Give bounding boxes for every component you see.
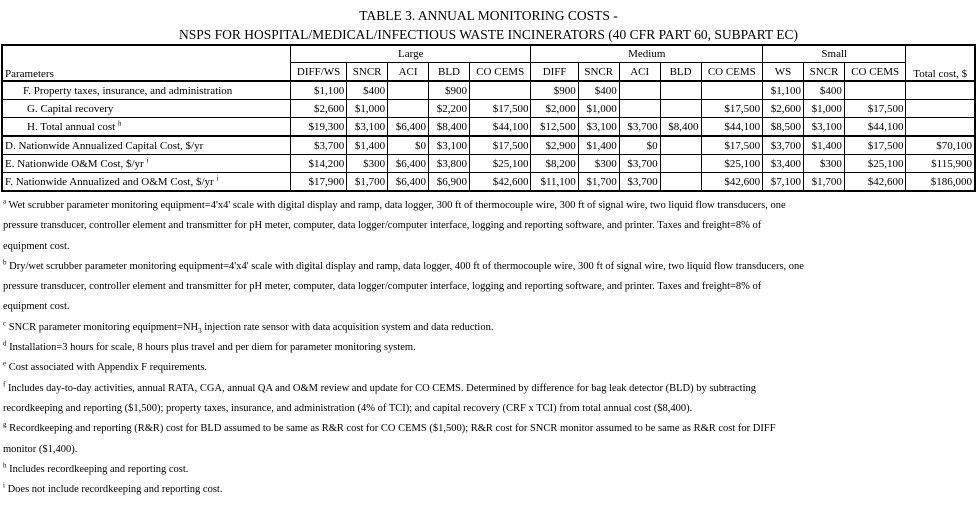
annual-monitoring-costs-table — [1, 44, 976, 192]
table-cell: $8,200 — [531, 155, 578, 173]
table-cell: $900 — [429, 81, 470, 100]
col-small-sncr: SNCR — [804, 63, 845, 82]
table-cell — [660, 100, 701, 118]
col-small-co-cems: CO CEMS — [844, 63, 906, 82]
table-cell: $1,700 — [578, 173, 619, 192]
table-cell: $70,100 — [906, 136, 975, 155]
table-cell: $186,000 — [906, 173, 975, 192]
footnotes — [0, 196, 977, 500]
table-cell: $2,900 — [531, 136, 578, 155]
footnote-f-cont: recordkeeping and reporting ($1,500); property taxes, insurance, and administration (4% of TCI); and capital recovery (CRF x TCI) from total annual cost ($8,400). — [3, 402, 693, 414]
table-row — [2, 155, 975, 173]
table-cell: $300 — [804, 155, 845, 173]
group-header-row — [2, 45, 975, 63]
table-cell: $8,400 — [660, 118, 701, 137]
table-cell — [906, 118, 975, 137]
table-cell: $3,700 — [763, 136, 804, 155]
footnote-a-cont: equipment cost. — [3, 240, 70, 252]
table-cell: $115,900 — [906, 155, 975, 173]
footnote-i: $^i$ Does not include recordkeeping and reporting cost. — [3, 481, 223, 496]
group-small-header: Small — [763, 45, 906, 63]
table-cell: $25,100 — [701, 155, 763, 173]
table-cell: $3,100 — [804, 118, 845, 137]
table-cell: $3,700 — [291, 136, 347, 155]
col-medium-co-cems: CO CEMS — [701, 63, 763, 82]
table-cell: $3,100 — [429, 136, 470, 155]
col-medium-sncr: SNCR — [578, 63, 619, 82]
col-large-sncr: SNCR — [347, 63, 388, 82]
table-cell: $400 — [804, 81, 845, 100]
table-cell: $8,400 — [429, 118, 470, 137]
table-cell: $42,600 — [844, 173, 906, 192]
footnote-b: $^b$ Dry/wet scrubber parameter monitoring equipment=4'x4' scale with digital display and ramp, data logger, 400 ft of thermocouple wire, 300 ft of signal wire, two liquid flow transducers, one — [3, 258, 804, 272]
parameters-header: Parameters — [2, 45, 291, 81]
table-cell: $17,500 — [701, 136, 763, 155]
table-cell: $3,700 — [619, 155, 660, 173]
footnote-d: $^d$ Installation=3 hours for scale, 8 hours plus travel and per diem for parameter monitoring system. — [3, 339, 416, 354]
table-cell: $25,100 — [469, 155, 531, 173]
table-cell: $3,100 — [578, 118, 619, 137]
table-cell: $2,600 — [763, 100, 804, 118]
footnote-e: $^e$ Cost associated with Appendix F requirements. — [3, 359, 208, 374]
table-cell: $17,500 — [701, 100, 763, 118]
table-cell: $1,000 — [578, 100, 619, 118]
table-cell: $1,000 — [804, 100, 845, 118]
footnote-f: $^f$ Includes day-to-day activities, annual RATA, CGA, annual QA and O&M review and update for CO CEMS. Determined by difference for bag leak detector (BLD) by subtracting — [3, 380, 757, 394]
table-cell — [388, 100, 429, 118]
table-cell: $12,500 — [531, 118, 578, 137]
table-cell — [660, 136, 701, 155]
col-large-co-cems: CO CEMS — [469, 63, 531, 82]
table-cell — [619, 100, 660, 118]
table-cell: $1,000 — [347, 100, 388, 118]
row-label: D. Nationwide Annualized Capital Cost, $/yr — [2, 136, 291, 155]
table-cell: $8,500 — [763, 118, 804, 137]
table-cell: $42,600 — [469, 173, 531, 192]
col-medium-diff: DIFF — [531, 63, 578, 82]
table-cell: $19,300 — [291, 118, 347, 137]
table-cell: $17,500 — [844, 136, 906, 155]
table-cell: $11,100 — [531, 173, 578, 192]
row-label: G. Capital recovery — [2, 100, 291, 118]
group-medium-header: Medium — [531, 45, 763, 63]
table-cell: $17,500 — [469, 136, 531, 155]
row-label: E. Nationwide O&M Cost, $/yr $^i$ — [2, 155, 291, 173]
table-row — [2, 100, 975, 118]
table-row — [2, 173, 975, 192]
table-cell: $1,400 — [347, 136, 388, 155]
footnote-a-cont: pressure transducer, controller element and transmitter for pH meter, computer, data logger/computer interface, logging and reporting software, and printer. Taxes and freight=8% of — [3, 220, 762, 232]
row-label: F. Property taxes, insurance, and administration — [2, 81, 291, 100]
table-cell: $3,800 — [429, 155, 470, 173]
table-row — [2, 81, 975, 100]
table-cell: $1,100 — [763, 81, 804, 100]
table-cell: $3,400 — [763, 155, 804, 173]
row-label: H. Total annual cost $^h$ — [2, 118, 291, 137]
col-large-diff-ws: DIFF/WS — [291, 63, 347, 82]
table-cell: $17,900 — [291, 173, 347, 192]
table-cell — [660, 81, 701, 100]
table-cell: $6,400 — [388, 155, 429, 173]
table-cell: $3,100 — [347, 118, 388, 137]
table-cell — [660, 173, 701, 192]
row-label: F. Nationwide Annualized and O&M Cost, $/yr $^i$ — [2, 173, 291, 192]
table-cell: $6,900 — [429, 173, 470, 192]
table-cell: $400 — [347, 81, 388, 100]
table-cell — [469, 81, 531, 100]
col-large-aci: ACI — [388, 63, 429, 82]
col-medium-bld: BLD — [660, 63, 701, 82]
table-cell: $2,600 — [291, 100, 347, 118]
table-body — [2, 81, 975, 191]
table-cell: $25,100 — [844, 155, 906, 173]
table-title: TABLE 3. ANNUAL MONITORING COSTS - — [359, 8, 618, 23]
table-cell: $0 — [388, 136, 429, 155]
table-row — [2, 118, 975, 137]
table-cell: $3,700 — [619, 118, 660, 137]
table-cell: $900 — [531, 81, 578, 100]
table-cell: $44,100 — [469, 118, 531, 137]
total-cost-header: Total cost, $ — [906, 45, 975, 81]
footnote-g-cont: monitor ($1,400). — [3, 443, 78, 455]
table-cell: $300 — [578, 155, 619, 173]
table-cell: $1,100 — [291, 81, 347, 100]
table-cell: $1,400 — [804, 136, 845, 155]
table-cell — [906, 81, 975, 100]
group-large-header: Large — [291, 45, 531, 63]
footnote-g: $^g$ Recordkeeping and reporting (R&R) cost for BLD assumed to be same as R&R cost for CO CEMS ($1,500); R&R cost for SNCR monitor assumed to be same as R&R cost for DIFF — [3, 420, 776, 435]
table-cell — [388, 81, 429, 100]
table-cell: $17,500 — [469, 100, 531, 118]
table-cell: $1,700 — [347, 173, 388, 192]
footnote-h: $^h$ Includes recordkeeping and reporting cost. — [3, 461, 189, 475]
table-cell: $1,700 — [804, 173, 845, 192]
col-small-ws: WS — [763, 63, 804, 82]
table-cell — [701, 81, 763, 100]
table-subtitle: NSPS FOR HOSPITAL/MEDICAL/INFECTIOUS WASTE INCINERATORS (40 CFR PART 60, SUBPART EC) — [178, 27, 799, 42]
table-cell: $0 — [619, 136, 660, 155]
footnote-a: $^a$ Wet scrubber parameter monitoring equipment=4'x4' scale with digital display and ramp, data logger, 300 ft of thermocouple wire, 300 ft of signal wire, two liquid flow transducers, one — [3, 197, 786, 211]
table-cell: $300 — [347, 155, 388, 173]
table-cell: $2,000 — [531, 100, 578, 118]
table-cell: $1,400 — [578, 136, 619, 155]
table-cell — [660, 155, 701, 173]
table-cell: $44,100 — [844, 118, 906, 137]
table-cell: $42,600 — [701, 173, 763, 192]
table-cell: $6,400 — [388, 173, 429, 192]
table-cell: $3,700 — [619, 173, 660, 192]
footnote-c: $^c$ SNCR parameter monitoring $equipment=NH_3$ injection rate sensor with data acquisition system and data reduction. — [3, 319, 494, 335]
table-cell — [844, 81, 906, 100]
col-medium-aci: ACI — [619, 63, 660, 82]
footnote-b-cont: pressure transducer, controller element and transmitter for pH meter, computer, data logger/computer interface, logging and reporting software, and printer. Taxes and freight=8% of — [3, 281, 762, 293]
table-cell: $6,400 — [388, 118, 429, 137]
table-cell: $17,500 — [844, 100, 906, 118]
table-cell: $400 — [578, 81, 619, 100]
table-cell — [619, 81, 660, 100]
footnote-b-cont: equipment cost. — [3, 301, 70, 313]
table-cell — [906, 100, 975, 118]
table-cell: $14,200 — [291, 155, 347, 173]
table-cell: $7,100 — [763, 173, 804, 192]
table-row — [2, 136, 975, 155]
table-cell: $2,200 — [429, 100, 470, 118]
table-cell: $44,100 — [701, 118, 763, 137]
col-large-bld: BLD — [429, 63, 470, 82]
